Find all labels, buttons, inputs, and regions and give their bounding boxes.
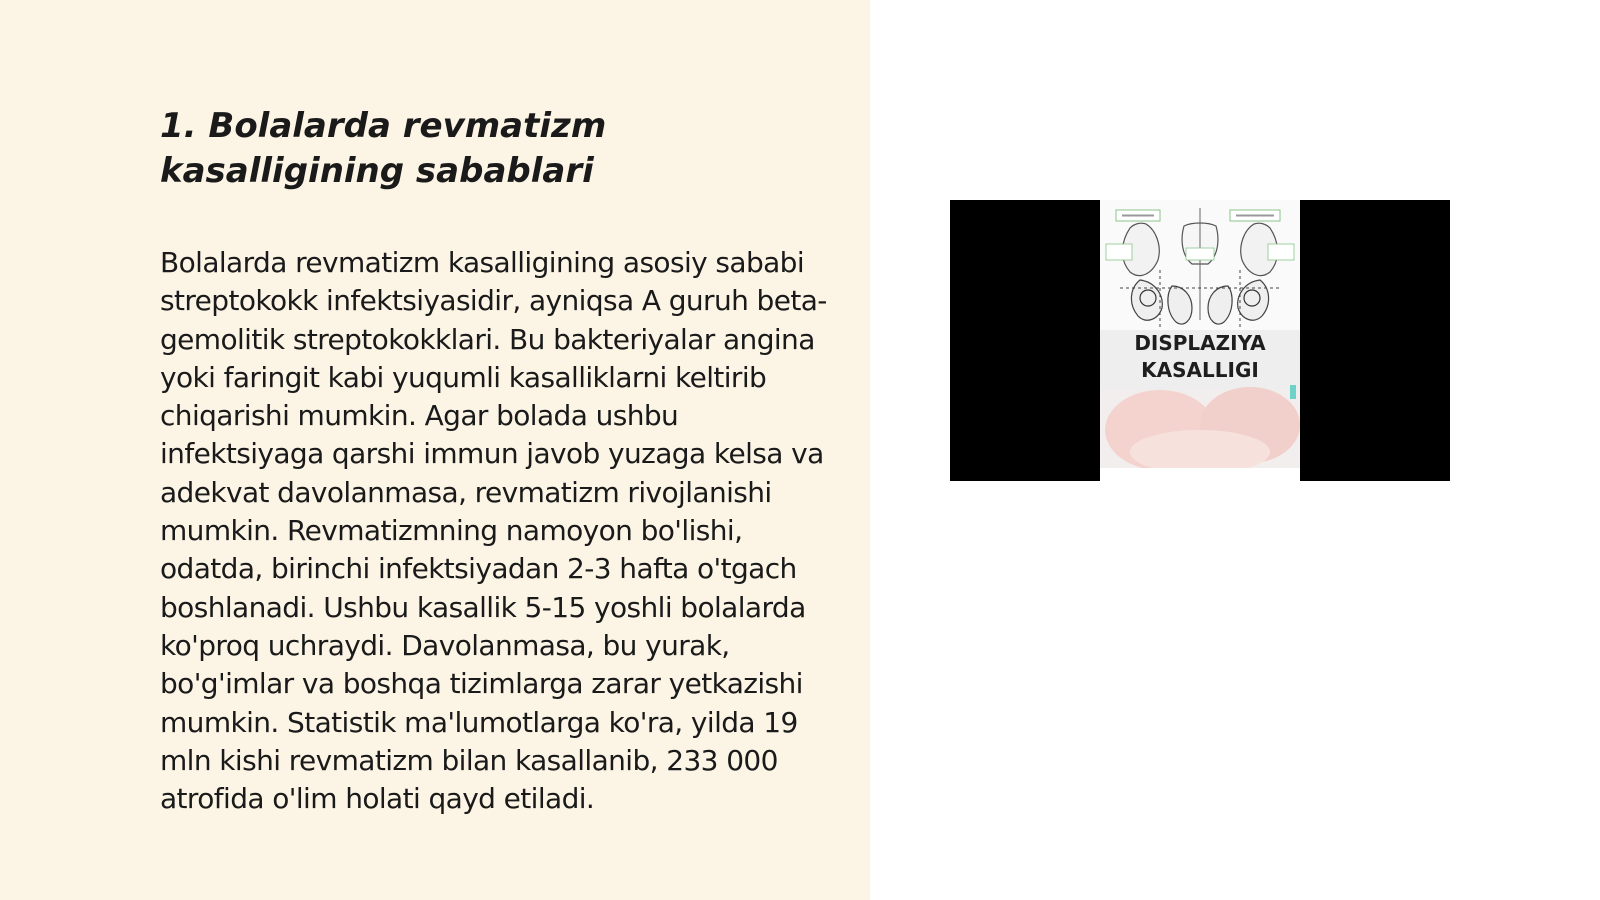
thumbnail-caption-line-1: DISPLAZIYA xyxy=(1134,331,1266,355)
video-embed[interactable] xyxy=(950,200,1450,481)
thumbnail-caption-line-2: KASALLIGI xyxy=(1141,358,1259,382)
thumbnail-caption xyxy=(1100,330,1300,384)
slide-body-text: Bolalarda revmatizm kasalligining asosiy sababi streptokokk infektsiyasidir, ayniqsa A guruh beta-gemolitik streptokokklari. Bu bakteriyalar angina yoki faringit kabi yuqumli kasalliklarni keltirib chiqarishi mumkin. Agar bolada ushbu infektsiyaga qarshi immun javob yuzaga kelsa va adekvat davolanmasa, revmatizm rivojlanishi mumkin. Revmatizmning namoyon bo'lishi, odatda, birinchi infektsiyadan 2-3 hafta o'tgach boshlanadi. Ushbu kasallik 5-15 yoshli bolalarda ko'proq uchraydi. Davolanmasa, bu yurak, bo'g'imlar va boshqa tizimlarga zarar yetkazishi mumkin. Statistik ma'lumotlarga ko'ra, yilda 19 mln kishi revmatizm bilan kasallanib, 233 000 atrofida o'lim holati qayd etiladi. xyxy=(160,246,827,816)
video-thumbnail xyxy=(1100,200,1300,481)
slide-heading: 1. Bolalarda revmatizm kasalligining sabablari xyxy=(160,106,607,191)
